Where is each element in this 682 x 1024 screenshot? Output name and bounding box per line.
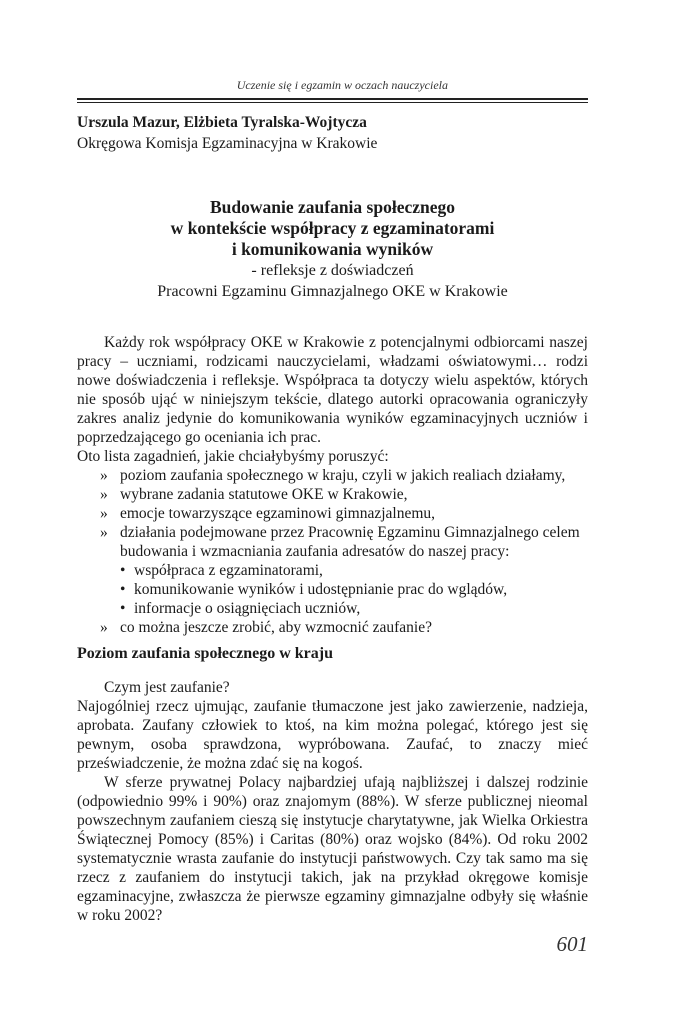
intro-paragraph: Każdy rok współpracy OKE w Krakowie z potencjalnymi odbiorcami naszej pracy – uczniami, rodzicami nauczycielami, władzami oświatowymi… rodzi nowe doświadczenia i refleksje. Współpraca ta dotyczy wielu aspektów, których nie sposób ująć w niniejszym tekście, dlatego autorki opracowania ograniczyły zakres analiz jedynie do komunikowania wyników egzaminacyjnych uczniów i poprzedzającego go oceniania ich prac. [77,334,588,446]
article-title [77,197,588,302]
affiliation: Okręgowa Komisja Egzaminacyjna w Krakowie [77,135,378,152]
list-marker: » [100,505,108,522]
topic-list [77,466,588,637]
sub-list-item: • komunikowanie wyników i udostępnianie prac do wglądów, [120,581,508,598]
section-heading: Poziom zaufania społecznego w kraju [77,645,333,662]
list-item: » poziom zaufania społecznego w kraju, czyli w jakich realiach działamy, [100,467,566,484]
header-rule-thick [77,98,588,100]
header-rule-thin [77,102,588,103]
list-marker: » [100,467,108,484]
sub-list-item: • informacje o osiągnięciach uczniów, [120,600,361,617]
title-line: w kontekście współpracy z egzaminatorami [170,218,495,238]
title-line: Budowanie zaufania społecznego [209,197,456,217]
title-line: i komunikowania wyników [231,239,434,259]
sub-list [120,561,588,618]
list-item: » wybrane zadania statutowe OKE w Krakowie, [100,486,408,503]
bullet-marker: • [120,581,126,598]
section-paragraph: W sferze prywatnej Polacy najbardziej ufają najbliższej i dalszej rodzinie (odpowiednio 99% i 90%) oraz znajomym (88%). W sferze publicznej nieomal powszechnym zaufaniem cieszą się instytucje charytatywne, jak Wielka Orkiestra Świątecznej Pomocy (85%) i Caritas (80%) oraz wojsko (84%). Od roku 2002 systematycznie wrasta zaufanie do instytucji państwowych. Czy tak samo ma się rzecz z zaufaniem do instytucji takich, jak na przykład okręgowe komisje egzaminacyjne, zwłaszcza że pierwsze egzaminy gimnazjalne odbyły się właśnie w roku 2002? [77,774,588,924]
running-header: Uczenie się i egzamin w oczach nauczyciela [236,78,448,92]
list-item: » co można jeszcze zrobić, aby wzmocnić zaufanie? [100,619,432,636]
sub-list-item: • współpraca z egzaminatorami, [120,562,323,579]
section-question: Czym jest zaufanie? [104,679,230,696]
section-paragraph: Najogólniej rzecz ujmując, zaufanie tłumaczone jest jako zawierzenie, nadzieja, aprobata. Zaufany człowiek to ktoś, na kim można polegać, którego jest się pewnym, osoba sprawdzona, wypróbowana. Zaufać, to znaczy mieć przeświadczenie, że można zdać się na kogoś. [77,698,588,772]
list-marker: » [100,524,108,541]
intro-section [77,333,588,637]
bullet-marker: • [120,600,126,617]
subtitle-line: Pracowni Egzaminu Gimnazjalnego OKE w Krakowie [157,283,508,300]
page-number: 601 [556,932,588,956]
list-item: » działania podejmowane przez Pracownię Egzaminu Gimnazjalnego celem budowania i wzmacniania zaufania adresatów do naszej pracy: • współpraca z egzaminatorami, • komunikowanie wyników i udostępnianie prac do wglądów, • informacje o osiągnięciach uczniów, [77,523,588,618]
list-marker: » [100,486,108,503]
list-intro: Oto lista zagadnień, jakie chciałybyśmy poruszyć: [77,448,389,465]
list-item: » emocje towarzyszące egzaminowi gimnazjalnemu, [100,505,436,522]
list-marker: » [100,619,108,636]
section-body [77,678,588,925]
authors: Urszula Mazur, Elżbieta Tyralska-Wojtycza [77,114,367,131]
bullet-marker: • [120,562,126,579]
subtitle-line: - refleksje z doświadczeń [251,262,414,279]
